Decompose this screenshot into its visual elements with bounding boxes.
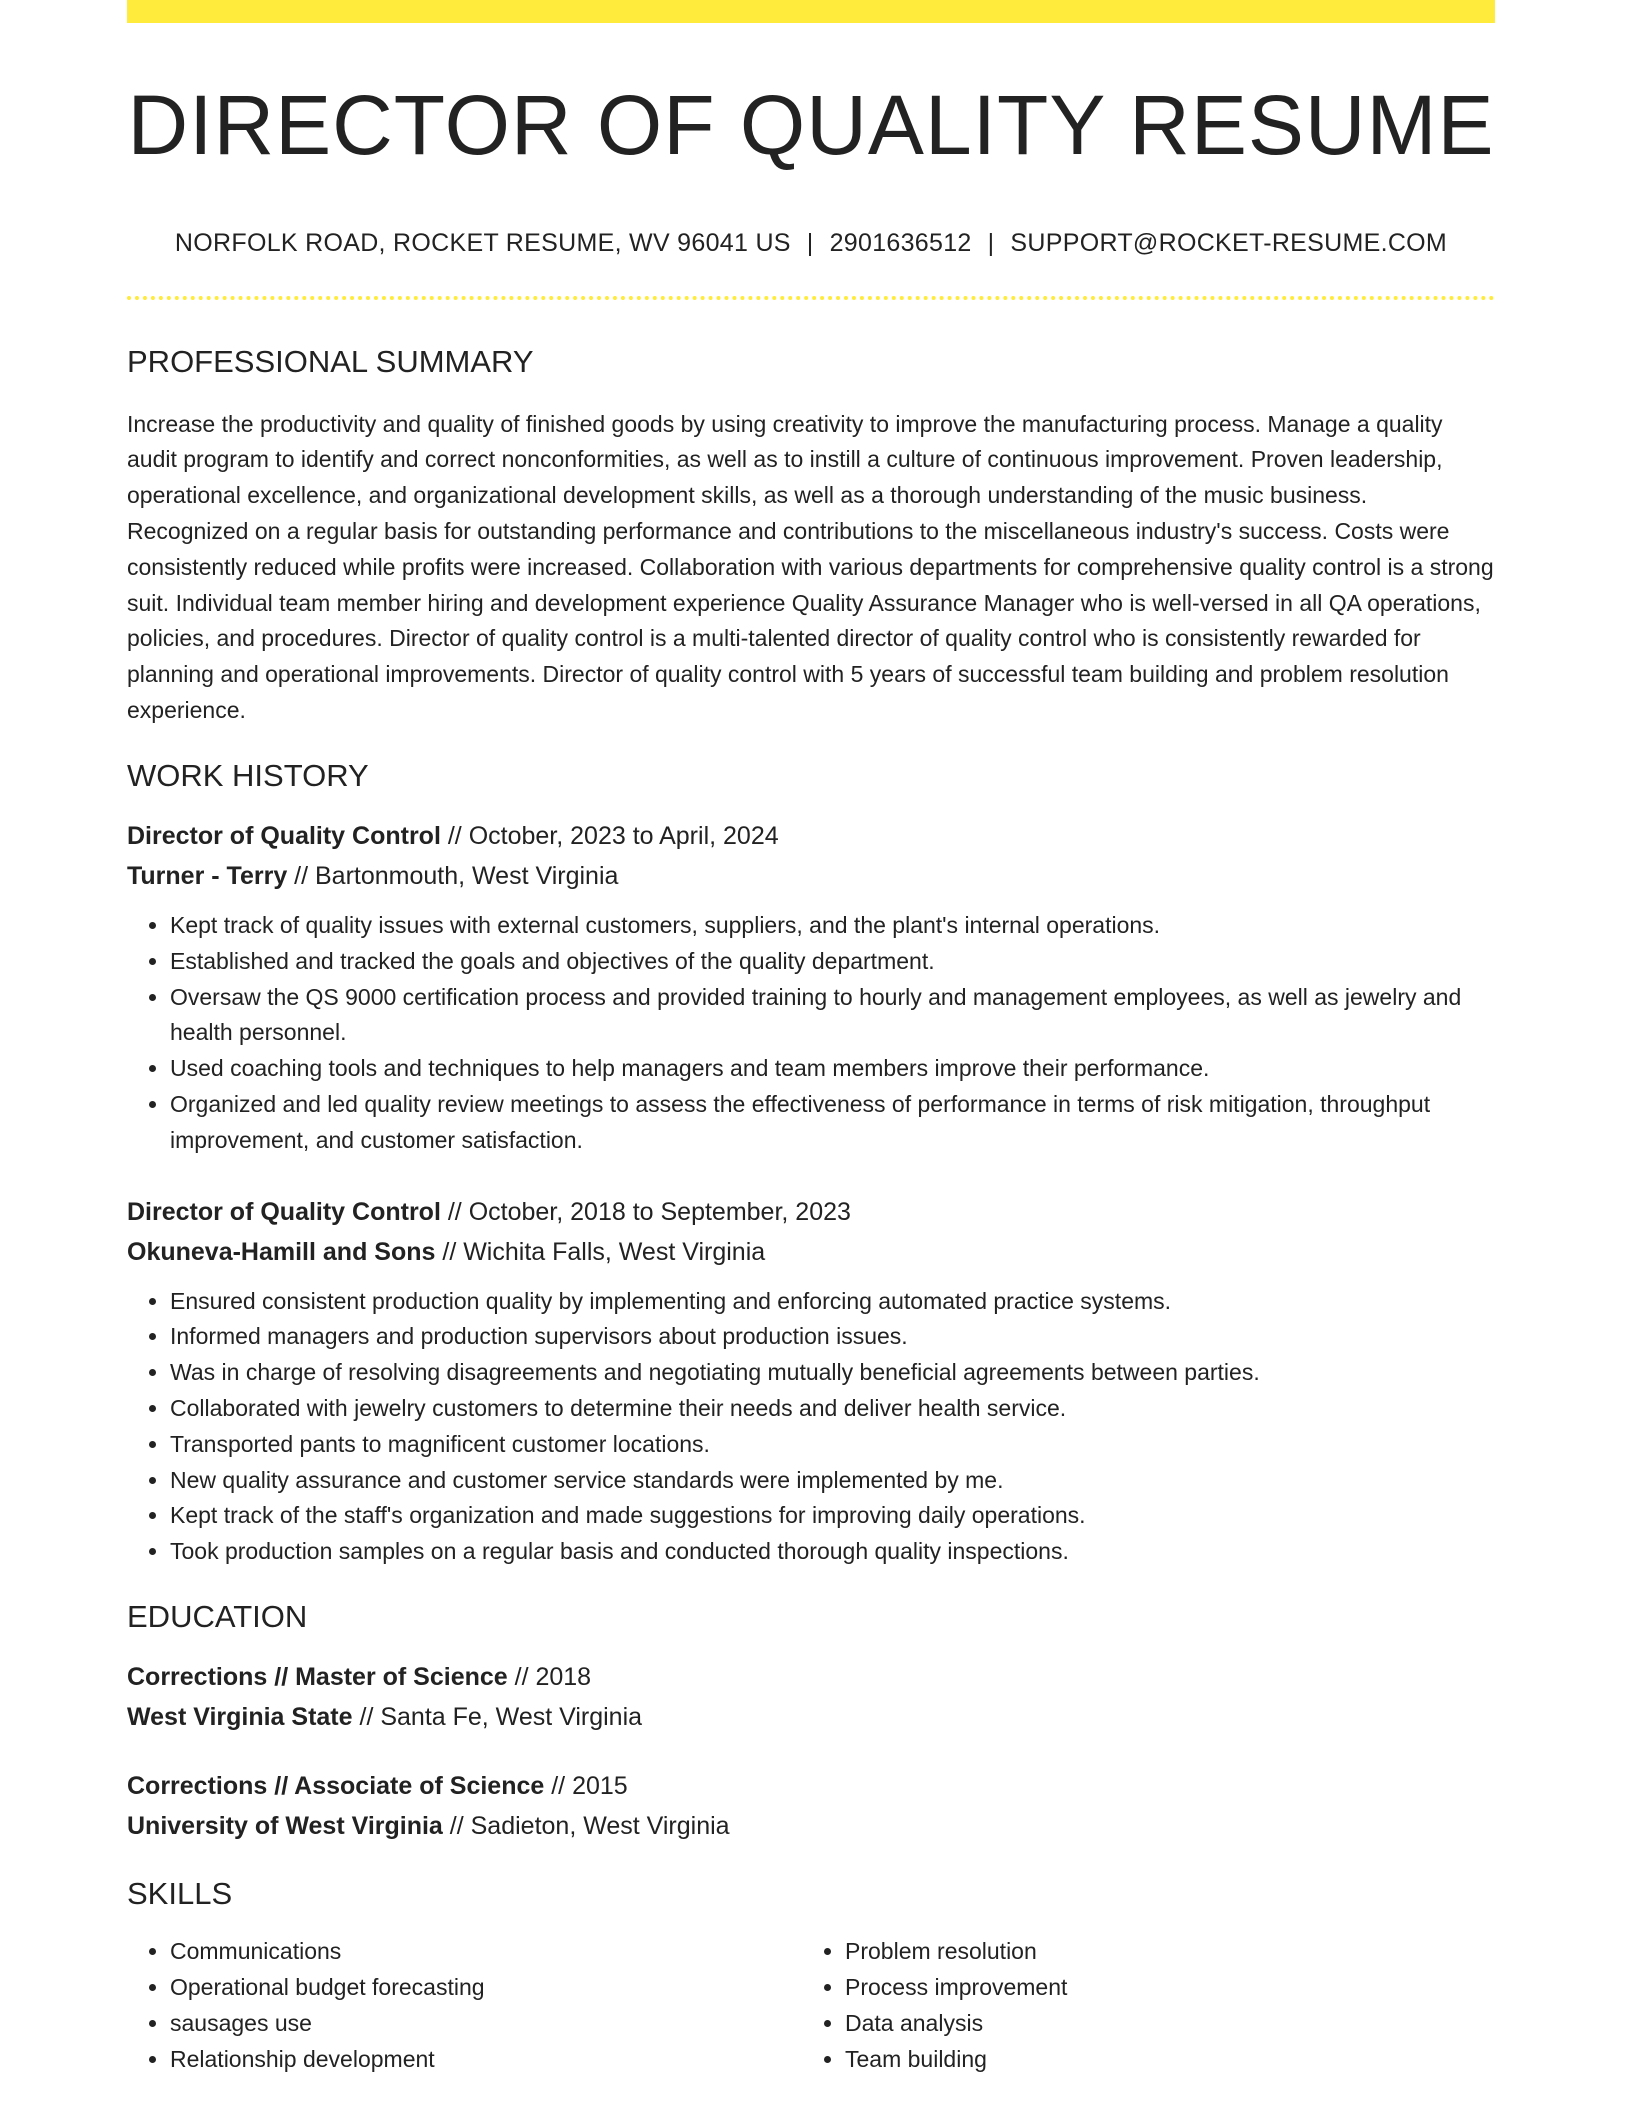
resume-title: DIRECTOR OF QUALITY RESUME: [127, 78, 1495, 172]
skill-item: • Process improvement: [845, 1970, 1477, 2006]
job-company: Turner - Terry: [127, 861, 288, 890]
education-entry: [127, 1766, 1495, 1846]
resume-content: [127, 23, 1495, 2077]
contact-email: SUPPORT@ROCKET-RESUME.COM: [1010, 229, 1448, 258]
summary-text: Increase the productivity and quality of finished goods by using creativity to improve the manufacturing process. Manage a quality audit program to identify and correct nonconformities, as well as to instill a culture of continuous improvement. Proven leadership, operational excellence, and organizational development skills, as well as a thorough understanding of the music business. Recognized on a regular basis for outstanding performance and contributions to the miscellaneous industry's success. Costs were consistently reduced while profits were increased. Collaboration with various departments for comprehensive quality control is a strong suit. Individual team member hiring and development experience Quality Assurance Manager who is well-versed in all QA operations, policies, and procedures. Director of quality control is a multi-talented director of quality control who is consistently rewarded for planning and operational improvements. Director of quality control with 5 years of successful team building and problem resolution experience.: [127, 410, 1494, 723]
education-section: [127, 1598, 1495, 1846]
skill-item: • Team building: [845, 2042, 1477, 2078]
job-bullet: • Kept track of quality issues with external customers, suppliers, and the plant's internal operations.: [170, 908, 1495, 944]
school: University of West Virginia: [127, 1812, 443, 1841]
job-bullet: • Used coaching tools and techniques to help managers and team members improve their performance.: [170, 1051, 1495, 1087]
job-bullet: • Collaborated with jewelry customers to determine their needs and deliver health service.: [170, 1391, 1495, 1427]
job-bullets: [127, 908, 1495, 1159]
summary-section: [127, 343, 1495, 728]
job-dates: // October, 2018 to September, 2023: [440, 1197, 851, 1226]
job-bullet: • Organized and led quality review meetings to assess the effectiveness of performance in terms of risk mitigation, throughput improvement, and customer satisfaction.: [170, 1087, 1495, 1159]
contact-separator: |: [987, 229, 995, 258]
contact-address: NORFOLK ROAD, ROCKET RESUME, WV 96041 US: [174, 229, 791, 258]
job-entry: [127, 816, 1495, 1159]
degree: Corrections // Associate of Science: [127, 1772, 545, 1801]
school-location: // Santa Fe, West Virginia: [352, 1703, 643, 1732]
job-bullet: • Established and tracked the goals and objectives of the quality department.: [170, 944, 1495, 980]
work-history-heading: WORK HISTORY: [127, 757, 369, 793]
job-location: // Bartonmouth, West Virginia: [287, 861, 619, 890]
job-bullet: • Was in charge of resolving disagreements and negotiating mutually beneficial agreements between parties.: [170, 1355, 1495, 1391]
skills-column-left: [127, 1934, 802, 2077]
job-title-line: [127, 816, 1495, 856]
skill-item: • Problem resolution: [845, 1934, 1477, 1970]
school-location: // Sadieton, West Virginia: [442, 1812, 730, 1841]
contact-phone: 2901636512: [829, 229, 972, 258]
contact-line: [127, 228, 1495, 258]
degree: Corrections // Master of Science: [127, 1663, 508, 1692]
skill-item: • Operational budget forecasting: [170, 1970, 802, 2006]
school-line: [127, 1697, 1495, 1737]
job-bullet: • Took production samples on a regular basis and conducted thorough quality inspections.: [170, 1534, 1495, 1570]
dotted-divider: [127, 296, 1495, 300]
job-bullets: [127, 1284, 1495, 1570]
job-company: Okuneva-Hamill and Sons: [127, 1237, 436, 1266]
job-title-line: [127, 1192, 1495, 1232]
contact-separator: |: [806, 229, 814, 258]
education-entry: [127, 1657, 1495, 1737]
degree-year: // 2015: [544, 1772, 628, 1801]
job-title: Director of Quality Control: [127, 1197, 441, 1226]
job-bullet: • Ensured consistent production quality by implementing and enforcing automated practice systems.: [170, 1284, 1495, 1320]
job-dates: // October, 2023 to April, 2024: [440, 821, 779, 850]
job-bullet: • New quality assurance and customer service standards were implemented by me.: [170, 1463, 1495, 1499]
job-bullet: • Oversaw the QS 9000 certification process and provided training to hourly and management employees, as well as jewelry and health personnel.: [170, 980, 1495, 1052]
job-title: Director of Quality Control: [127, 821, 441, 850]
job-bullet: • Informed managers and production supervisors about production issues.: [170, 1319, 1495, 1355]
skills-grid: [127, 1934, 1495, 2077]
skill-item: • sausages use: [170, 2006, 802, 2042]
job-bullet: • Kept track of the staff's organization and made suggestions for improving daily operations.: [170, 1498, 1495, 1534]
education-heading: EDUCATION: [127, 1598, 308, 1634]
skills-heading: SKILLS: [127, 1876, 233, 1912]
work-history-section: [127, 757, 1495, 1570]
skill-item: • Communications: [170, 1934, 802, 1970]
skills-section: [127, 1875, 1495, 2077]
accent-bar: [127, 0, 1495, 23]
school-line: [127, 1806, 1495, 1846]
skill-item: • Relationship development: [170, 2042, 802, 2078]
skill-item: • Data analysis: [845, 2006, 1477, 2042]
skills-column-right: [802, 1934, 1477, 2077]
degree-line: [127, 1657, 1495, 1697]
job-company-line: [127, 856, 1495, 896]
school: West Virginia State: [127, 1703, 353, 1732]
job-location: // Wichita Falls, West Virginia: [435, 1237, 766, 1266]
degree-year: // 2018: [507, 1663, 592, 1692]
job-company-line: [127, 1232, 1495, 1272]
degree-line: [127, 1766, 1495, 1806]
job-bullet: • Transported pants to magnificent customer locations.: [170, 1427, 1495, 1463]
job-entry: [127, 1192, 1495, 1570]
summary-heading: PROFESSIONAL SUMMARY: [127, 344, 534, 380]
